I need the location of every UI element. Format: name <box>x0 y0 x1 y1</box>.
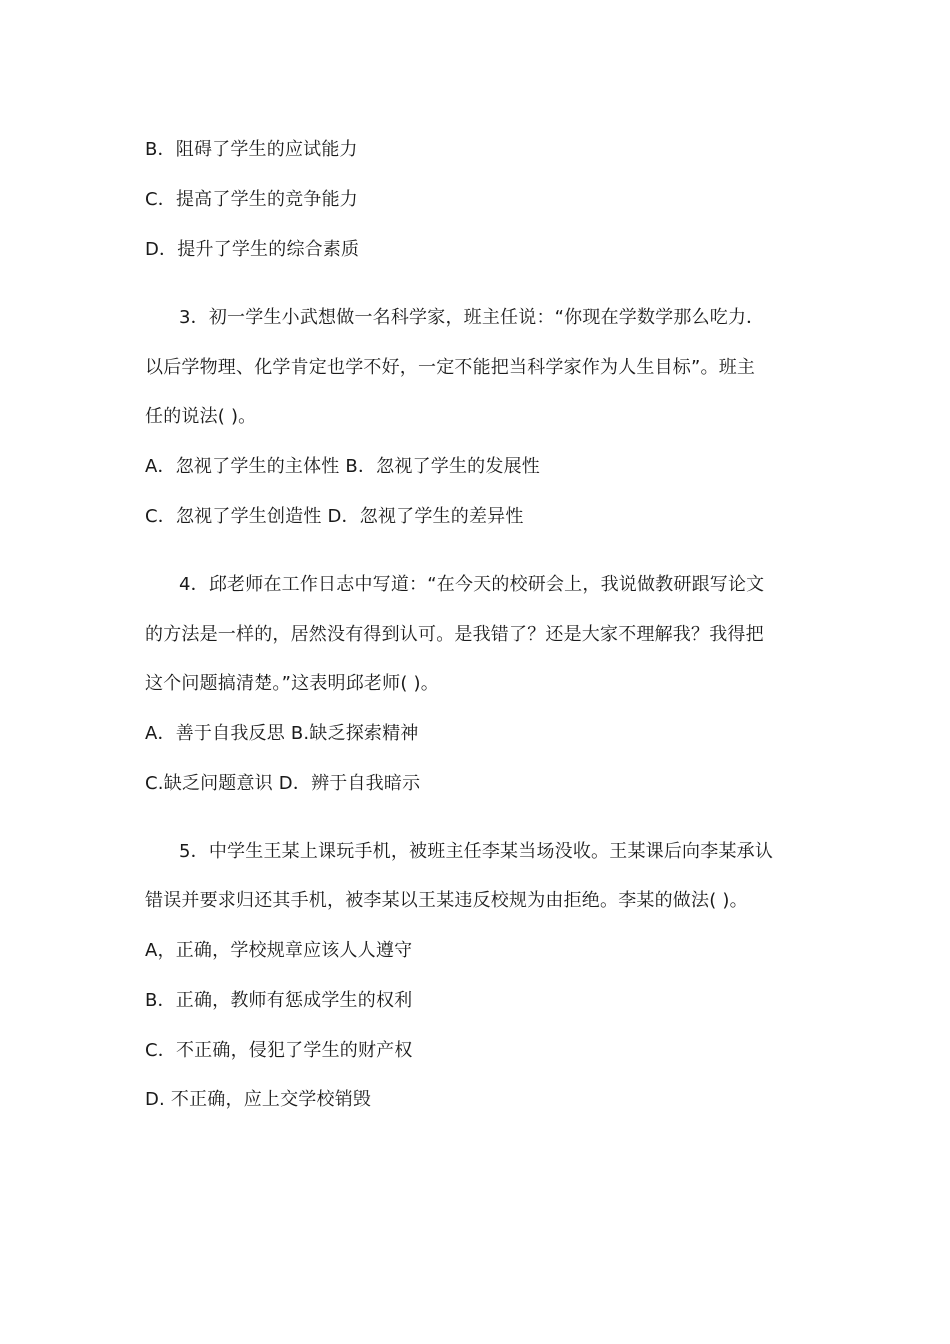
q3-options-ab: A．忽视了学生的主体性 B．忽视了学生的发展性 <box>145 456 540 477</box>
q4-stem-line-2: 的方法是一样的，居然没有得到认可。是我错了？还是大家不理解我？我得把 <box>145 624 764 645</box>
q3-options-cd: C．忽视了学生创造性 D．忽视了学生的差异性 <box>145 506 524 527</box>
q3-stem-line-3: 任的说法( )。 <box>145 406 257 427</box>
q2-option-c: C．提高了学生的竞争能力 <box>145 189 358 210</box>
q5-stem-line-2: 错误并要求归还其手机，被李某以王某违反校规为由拒绝。李某的做法( )。 <box>145 890 748 911</box>
q5-stem-line-1: 5．中学生王某上课玩手机，被班主任李某当场没收。王某课后向李某承认 <box>179 841 774 862</box>
q5-option-d: D. 不正确，应上交学校销毁 <box>145 1089 372 1110</box>
q4-options-ab: A．善于自我反思 B.缺乏探索精神 <box>145 723 419 744</box>
q2-option-d: D．提升了学生的综合素质 <box>145 239 360 260</box>
q5-option-b: B．正确，教师有惩成学生的权利 <box>145 990 413 1011</box>
q3-stem-line-2: 以后学物理、化学肯定也学不好，一定不能把当科学家作为人生目标”。班主 <box>145 357 756 378</box>
q2-option-b: B．阻碍了学生的应试能力 <box>145 139 358 160</box>
q4-stem-line-3: 这个问题搞清楚。”这表明邱老师( )。 <box>145 673 439 694</box>
q4-stem-line-1: 4．邱老师在工作日志中写道：“在今天的校研会上，我说做教研跟写论文 <box>179 574 765 595</box>
q3-stem-line-1: 3．初一学生小武想做一名科学家，班主任说：“你现在学数学那么吃力． <box>179 307 765 328</box>
q5-option-c: C．不正确，侵犯了学生的财产权 <box>145 1040 413 1061</box>
q4-options-cd: C.缺乏问题意识 D．辨于自我暗示 <box>145 773 421 794</box>
q5-option-a: A，正确，学校规章应该人人遵守 <box>145 940 413 961</box>
